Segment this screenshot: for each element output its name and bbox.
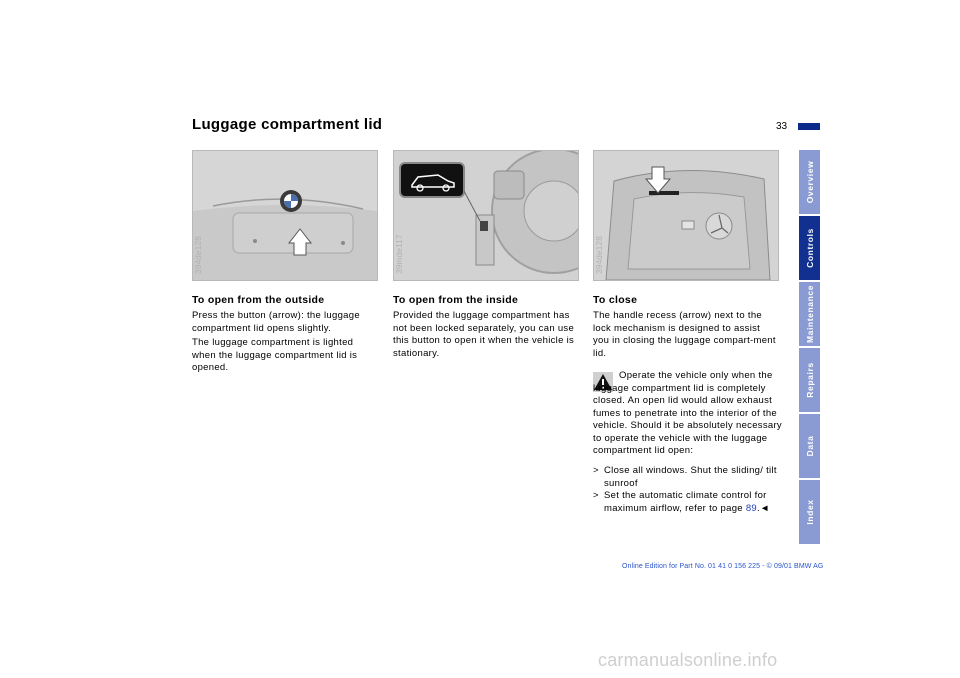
bullet-item-climate	[604, 490, 784, 515]
paragraph-inside-1: Provided the luggage compartment has not been locked separately, you can use this button to open it when the vehicle is stationary.	[393, 310, 575, 359]
paragraph-outside-1: Press the button (arrow): the luggage compartment lid opens slightly.	[192, 310, 360, 334]
heading-open-inside: To open from the inside	[393, 294, 519, 306]
tab-overview[interactable]: Overview	[799, 150, 820, 214]
page-number-bar	[798, 123, 820, 130]
image-code: 394de128	[193, 236, 203, 274]
heading-close: To close	[593, 294, 638, 306]
page-link-89[interactable]: 89	[745, 502, 758, 514]
bullet-marker: >	[593, 490, 599, 501]
image-code: 394de128	[594, 236, 604, 274]
photo-trunk-outside	[192, 150, 378, 281]
bullet-item-windows: Close all windows. Shut the sliding/ tilt sunroof	[604, 465, 777, 489]
paragraph-outside-2: The luggage compartment is lighted when the luggage compartment lid is opened.	[192, 337, 358, 373]
photo-interior-button	[393, 150, 579, 281]
end-mark: .◄	[757, 502, 770, 514]
footer-edition: Online Edition for Part No. 01 41 0 156 225 - © 09/01 BMW AG	[622, 563, 824, 570]
warning-text: Operate the vehicle only when the luggage compartment lid is completely closed. An open lid would allow exhaust fumes to penetrate into the interior of the vehicle. Should it be absolutely necessary to operate the vehicle with the luggage compartment lid open:	[593, 370, 782, 456]
bullet-marker: >	[593, 465, 599, 476]
tab-repairs[interactable]: Repairs	[799, 348, 820, 412]
tab-index[interactable]: Index	[799, 480, 820, 544]
page-number: 33	[776, 121, 788, 132]
bullet-item-climate-text: Set the automatic climate control for maximum airflow, refer to page	[604, 490, 767, 514]
page-title: Luggage compartment lid	[192, 116, 383, 133]
tab-maintenance[interactable]: Maintenance	[799, 282, 820, 346]
tab-controls[interactable]: Controls	[799, 216, 820, 280]
heading-open-outside: To open from the outside	[192, 294, 325, 306]
paragraph-close-1: The handle recess (arrow) next to the lock mechanism is designed to assist you in closing the luggage compart-ment lid.	[593, 310, 776, 359]
watermark: carmanualsonline.info	[598, 650, 778, 670]
tab-data[interactable]: Data	[799, 414, 820, 478]
image-code: 39mde117	[394, 234, 404, 274]
photo-trunk-lid-inside	[593, 150, 779, 281]
